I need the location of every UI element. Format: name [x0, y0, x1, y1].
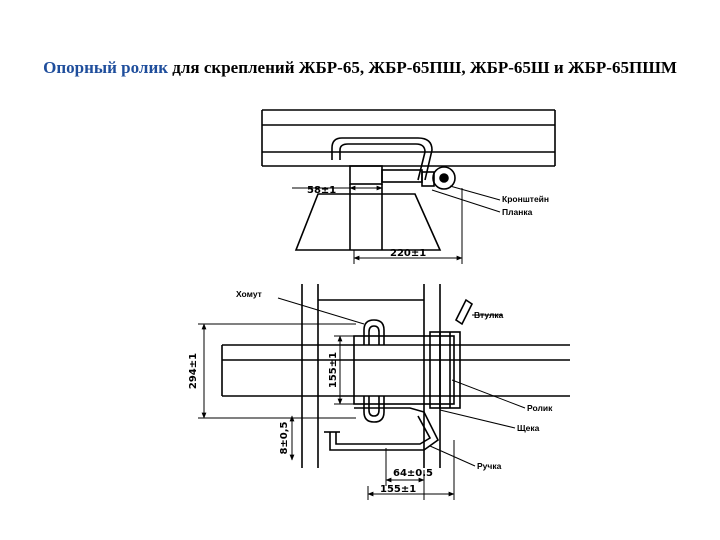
label-cheek: Щека	[517, 423, 540, 433]
label-handle: Ручка	[477, 461, 502, 471]
top-leaders	[432, 186, 500, 212]
dim-155-vertical-label: 155±1	[328, 351, 339, 389]
sleeper-horizontal	[222, 345, 570, 396]
dim-58-label: 58±1	[307, 185, 337, 196]
bracket-bolt	[350, 166, 455, 189]
label-bracket: Кронштейн	[502, 194, 550, 204]
label-sleeve: Втулка	[474, 310, 504, 320]
dim-294-label: 294±1	[188, 352, 199, 390]
clamp-lower	[364, 396, 384, 422]
clamp-upper	[364, 320, 384, 345]
top-view	[262, 110, 555, 264]
label-clamp: Хомут	[236, 289, 262, 299]
dim-64	[386, 448, 424, 486]
title-accent: Опорный ролик	[43, 58, 169, 77]
label-plate: Планка	[502, 207, 533, 217]
sleeve-bolt	[456, 300, 472, 324]
label-roller: Ролик	[527, 403, 553, 413]
roller-support	[296, 194, 440, 250]
bottom-leaders	[278, 298, 525, 466]
title-rest: для скреплений ЖБР-65, ЖБР-65ПШ, ЖБР-65Ш и ЖБР-65ПШМ	[168, 58, 677, 77]
dim-64-label: 64±0.5	[393, 468, 434, 479]
bottom-view	[198, 284, 570, 500]
dim-220-label: 220±1	[390, 248, 427, 259]
dim-8-label: 8±0,5	[279, 421, 290, 455]
dim-155-horizontal-label: 155±1	[380, 484, 417, 495]
